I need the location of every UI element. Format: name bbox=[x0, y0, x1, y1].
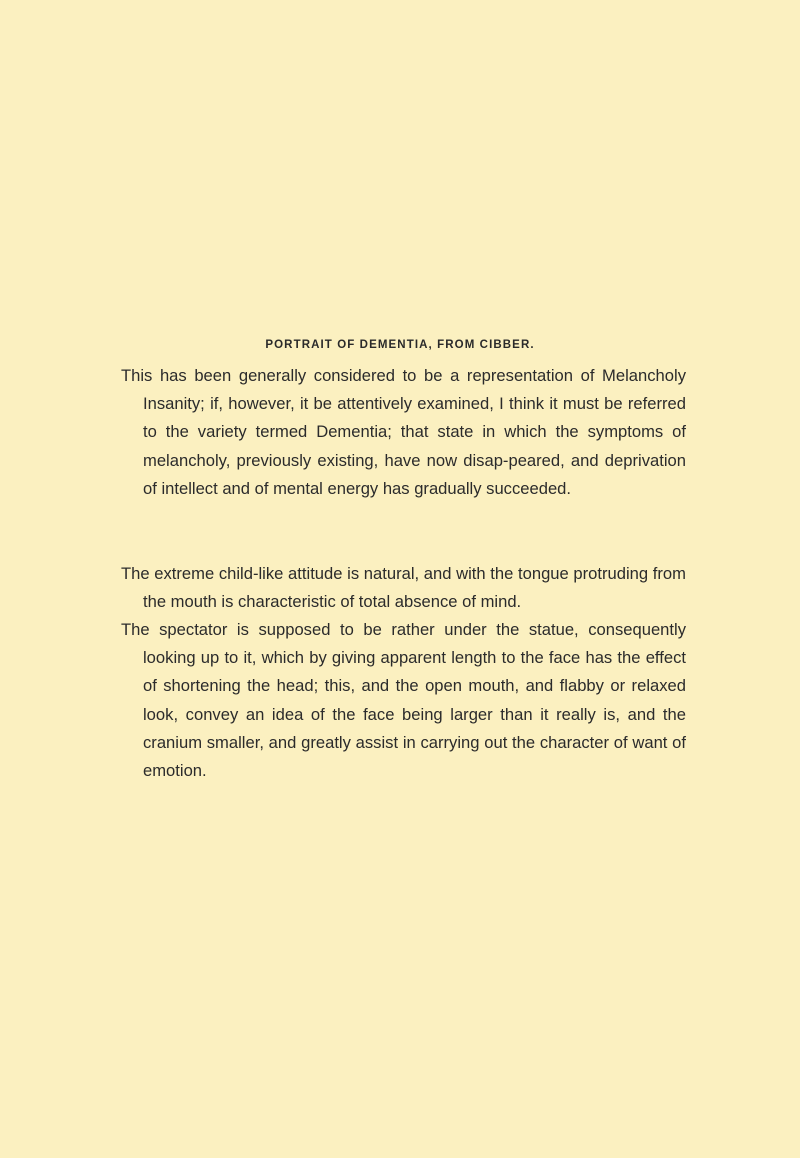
paragraph-spectator: The spectator is supposed to be rather under the statue, consequently looking up to it, which by giving apparent length to the face has the effect of shortening the head; this, and the open mouth, and flabby or relaxed look, convey an idea of the face being larger than it really is, and the cranium smaller, and greatly assist in carrying out the character of want of emotion. bbox=[121, 620, 686, 781]
figure-caption: PORTRAIT OF DEMENTIA, FROM CIBBER. bbox=[265, 339, 535, 351]
paragraph-block-3 bbox=[121, 616, 686, 785]
paragraph-block-2 bbox=[121, 560, 686, 616]
paragraph-block-1 bbox=[121, 362, 686, 503]
paragraph-attitude: The extreme child-like attitude is natural, and with the tongue protruding from the mouth is characteristic of total absence of mind. bbox=[121, 564, 686, 612]
paragraph-dementia-description: This has been generally considered to be a representation of Melancholy Insanity; if, however, it be attentively examined, I think it must be referred to the variety termed Dementia; that state in which the symptoms of melancholy, previously existing, have now disap-peared, and deprivation of intellect and of mental energy has gradually succeeded. bbox=[121, 366, 686, 498]
